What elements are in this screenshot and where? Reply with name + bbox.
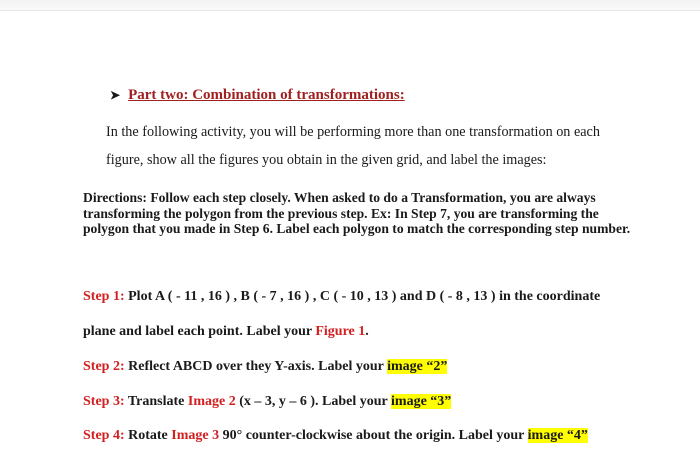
step-4-label: Step 4: bbox=[83, 428, 125, 443]
step-1-label: Step 1: bbox=[83, 289, 125, 304]
part-two-title: Part two: Combination of transformations: bbox=[128, 87, 405, 103]
image-2-highlight: image “2” bbox=[387, 359, 448, 374]
step-2-text: Reflect ABCD over they Y-axis. Label your bbox=[124, 359, 388, 374]
part-two-heading bbox=[110, 87, 405, 104]
image-2-ref: Image 2 bbox=[187, 394, 236, 409]
intro-paragraph bbox=[106, 118, 646, 174]
image-3-highlight: image “3” bbox=[391, 394, 452, 409]
step-4-text: 90° counter-clockwise about the origin. Label your bbox=[219, 428, 528, 443]
step-4 bbox=[83, 428, 588, 444]
step-3-label: Step 3: bbox=[83, 394, 125, 409]
viewer-top-bar bbox=[0, 0, 700, 11]
directions-paragraph: Directions: Follow each step closely. When asked to do a Transformation, you are always transforming the polygon from the previous step. Ex: In Step 7, you are transforming the polygon that you made in Step 6. Label each polygon to match the corresponding step number. bbox=[83, 190, 631, 236]
step-1-text-2: plane and label each point. Label your bbox=[83, 324, 316, 339]
step-3-text: (x – 3, y – 6 ). Label your bbox=[235, 394, 392, 409]
image-3-ref: Image 3 bbox=[171, 428, 220, 443]
step-3 bbox=[83, 394, 451, 410]
image-4-highlight: image “4” bbox=[527, 428, 588, 443]
step-1-end: . bbox=[365, 324, 369, 339]
step-4-pre: Rotate bbox=[124, 428, 172, 443]
figure-1-ref: Figure 1 bbox=[315, 324, 366, 339]
step-2-label: Step 2: bbox=[83, 359, 125, 374]
intro-line-1: In the following activity, you will be performing more than one transformation on each bbox=[106, 124, 600, 140]
step-1-line-2 bbox=[83, 324, 369, 340]
step-1-line-1 bbox=[83, 289, 600, 305]
step-1-text: Plot A ( - 11 , 16 ) , B ( - 7 , 16 ) , C ( - 10 , 13 ) and D ( - 8 , 13 ) in the coordinate bbox=[124, 289, 601, 304]
intro-line-2: figure, show all the figures you obtain in the given grid, and label the images: bbox=[106, 152, 547, 168]
arrow-bullet-icon: ➤ bbox=[110, 88, 121, 102]
step-3-pre: Translate bbox=[124, 394, 188, 409]
step-2 bbox=[83, 359, 447, 375]
